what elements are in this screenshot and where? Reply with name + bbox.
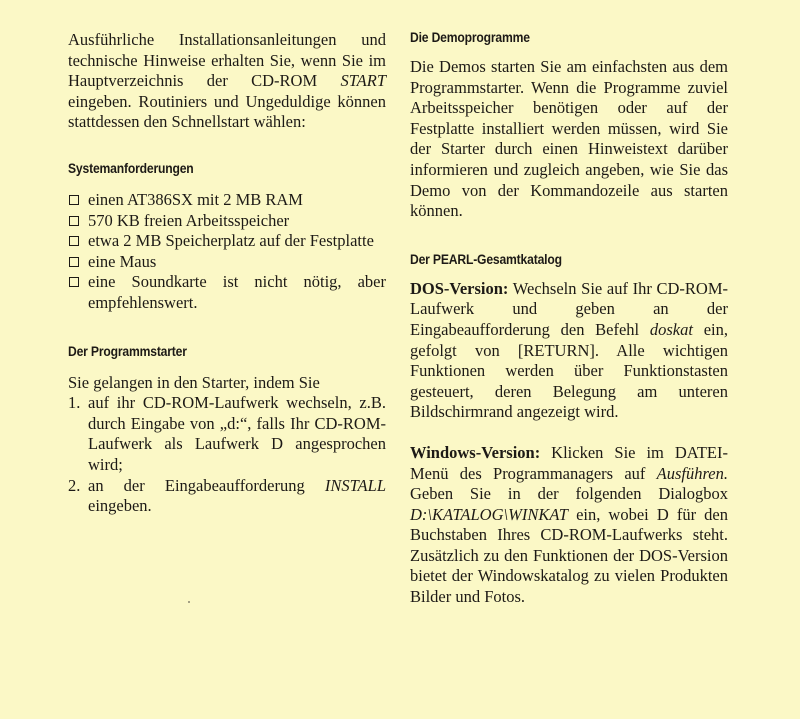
- heading-demoprogramme: Die Demoprogramme: [410, 30, 530, 45]
- list-item: 1. auf ihr CD-ROM-Laufwerk wechseln, z.B. durch Eingabe von „d:“, falls Ihr CD-ROM-Laufwerk als Laufwerk D angesprochen wird;: [68, 393, 386, 474]
- ausfuehren-menu: Ausführen.: [656, 463, 728, 483]
- list-item: einen AT386SX mit 2 MB RAM: [68, 190, 386, 211]
- checkbox-square-icon: [69, 195, 79, 205]
- install-command: INSTALL: [324, 475, 386, 495]
- list-item: eine Maus: [68, 252, 386, 273]
- demo-paragraph: Die Demos starten Sie am einfachsten aus dem Programmstarter. Wenn die Programme zuviel Arbeitsspeicher benötigen oder auf der Festplatte installiert werden müssen, wird Sie der Starter durch einen Hinweistext darüber informieren und zugleich angeben, wie Sie das Demo von der Kommandozeile aus starten können.: [410, 57, 728, 221]
- list-item: 570 KB freien Arbeitsspeicher: [68, 211, 386, 232]
- start-command: START: [340, 71, 386, 91]
- requirements-list: [68, 190, 386, 314]
- print-speck: [188, 601, 190, 603]
- heading-gesamtkatalog: Der PEARL-Gesamtkatalog: [410, 251, 562, 267]
- checkbox-square-icon: [69, 236, 79, 246]
- checkbox-square-icon: [69, 216, 79, 226]
- list-item: eine Soundkarte ist nicht nötig, aber empfehlenswert.: [68, 272, 386, 313]
- dos-version-label: DOS-Version:: [410, 278, 509, 298]
- doskat-command: doskat: [649, 319, 693, 339]
- right-column: [410, 30, 728, 608]
- starter-intro: Sie gelangen in den Starter, indem Sie: [68, 372, 320, 392]
- winkat-path: D:\KATALOG\WINKAT: [410, 504, 568, 524]
- checkbox-square-icon: [69, 257, 79, 267]
- list-item: 2. an der Eingabeaufforderung INSTALL eingeben.: [68, 475, 386, 516]
- starter-steps: [68, 393, 386, 517]
- windows-version-paragraph: Windows-Version: Klicken Sie im DATEI-Menü des Programmanagers auf Ausführen. Geben Sie in der folgenden Dialogbox D:\KATALOG\WINKAT ein, wobei D für den Buchstaben Ihres CD-ROM-Laufwerks steht. Zusätzlich zu den Funktionen der DOS-Version bietet der Windowskatalog zu vielen Produkten Bilder und Fotos.: [410, 442, 728, 607]
- intro-paragraph: Ausführliche Installationsanleitungen und technische Hinweise erhalten Sie, wenn Sie im Hauptverzeichnis der CD-ROM START eingeben. Routiniers und Ungeduldige können stattdessen den Schnellstart wählen:: [68, 30, 386, 132]
- dos-version-paragraph: DOS-Version: Wechseln Sie auf Ihr CD-ROM-Laufwerk und geben an der Eingabeaufforderung den Befehl doskat ein, gefolgt von [RETURN]. Alle wichtigen Funktionen werden über Funktionstasten gesteuert, deren Belegung am unteren Bildschirmrand angezeigt wird.: [410, 278, 728, 422]
- heading-systemanforderungen: Systemanforderungen: [68, 160, 194, 176]
- list-item: etwa 2 MB Speicherplatz auf der Festplatte: [68, 231, 386, 252]
- heading-programmstarter: Der Programmstarter: [68, 343, 187, 359]
- left-column: [68, 30, 386, 517]
- checkbox-square-icon: [69, 277, 79, 287]
- windows-version-label: Windows-Version:: [410, 442, 541, 462]
